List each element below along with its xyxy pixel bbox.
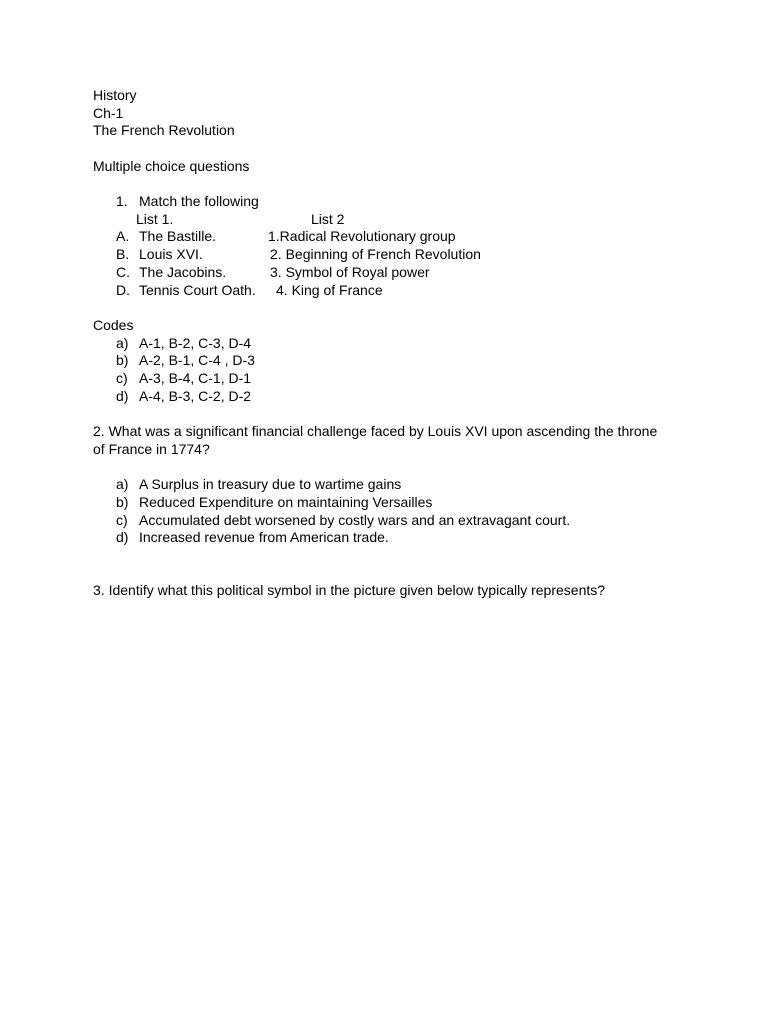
q2-prompt-continued: of France in 1774?	[93, 441, 210, 457]
q1-code-option: A-2, B-1, C-4 , D-3	[139, 352, 255, 368]
q1-code-marker: c)	[116, 370, 128, 386]
q1-row-marker: B.	[116, 246, 130, 262]
subject-heading: History	[93, 87, 137, 103]
q1-code-marker: d)	[116, 388, 129, 404]
q1-code-option: A-3, B-4, C-1, D-1	[139, 370, 252, 386]
q1-code-option: A-4, B-3, C-2, D-2	[139, 388, 252, 404]
q2-option: Reduced Expenditure on maintaining Versailles	[139, 494, 433, 510]
q1-row-left: Louis XVI.	[139, 246, 203, 262]
q2-option: Accumulated debt worsened by costly wars and an extravagant court.	[139, 512, 571, 528]
q1-list1-heading: List 1.	[136, 211, 174, 227]
q1-number: 1.	[116, 193, 128, 209]
q1-code-marker: a)	[116, 335, 129, 351]
q1-row-right: 3. Symbol of Royal power	[270, 264, 430, 280]
q1-row-marker: A.	[116, 228, 130, 244]
q2-option: A Surplus in treasury due to wartime gains	[139, 476, 402, 492]
q2-option-marker: b)	[116, 494, 129, 510]
q2-prompt: 2. What was a significant financial challenge faced by Louis XVI upon ascending the throne	[93, 423, 658, 439]
q1-row-marker: C.	[116, 264, 130, 280]
q1-code-marker: b)	[116, 352, 129, 368]
q1-row-marker: D.	[116, 282, 130, 298]
q1-codes-label: Codes	[93, 317, 134, 333]
q2-option-marker: a)	[116, 476, 129, 492]
q1-row-right: 2. Beginning of French Revolution	[270, 246, 481, 262]
q2-option: Increased revenue from American trade.	[139, 529, 389, 545]
q1-row-left: Tennis Court Oath.	[139, 282, 256, 298]
q1-list2-heading: List 2	[311, 211, 345, 227]
q1-row-right: 1.Radical Revolutionary group	[268, 228, 456, 244]
q2-option-marker: d)	[116, 529, 129, 545]
q1-row-left: The Bastille.	[139, 228, 217, 244]
q2-option-marker: c)	[116, 512, 128, 528]
chapter-heading: Ch-1	[93, 105, 124, 121]
q3-prompt: 3. Identify what this political symbol in the picture given below typically represents?	[93, 582, 606, 598]
chapter-title: The French Revolution	[93, 122, 235, 138]
q1-prompt: Match the following	[139, 193, 259, 209]
q1-code-option: A-1, B-2, C-3, D-4	[139, 335, 252, 351]
q1-row-left: The Jacobins.	[139, 264, 227, 280]
section-title: Multiple choice questions	[93, 158, 250, 174]
q1-row-right: 4. King of France	[276, 282, 383, 298]
